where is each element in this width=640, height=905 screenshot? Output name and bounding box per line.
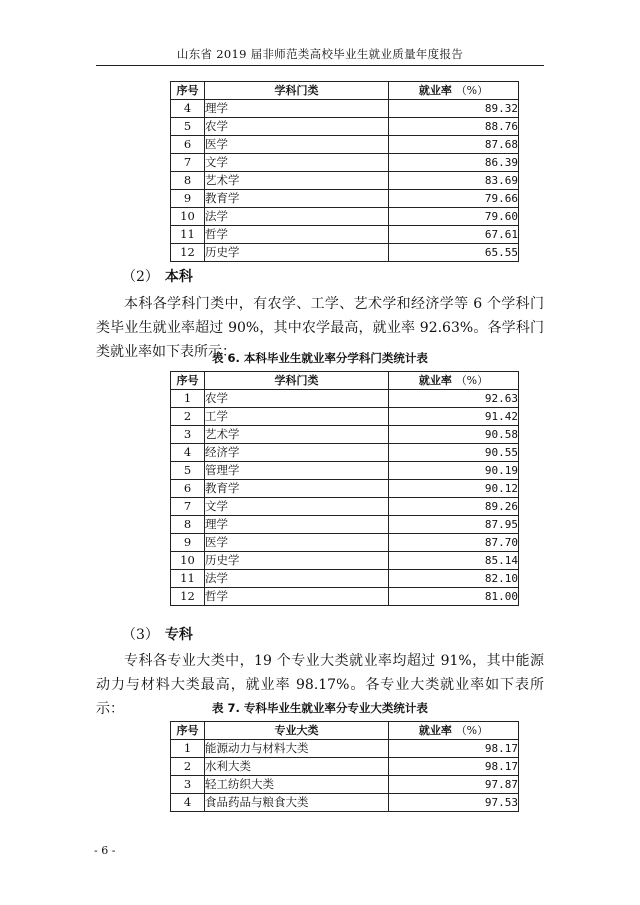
row-index: 1 xyxy=(171,390,205,408)
row-rate: 90.58 xyxy=(389,426,519,444)
table-row xyxy=(171,244,519,262)
section-title: 专科 xyxy=(164,627,193,643)
table-row xyxy=(171,758,519,776)
table-row xyxy=(171,462,519,480)
table-row xyxy=(171,172,519,190)
row-index: 4 xyxy=(171,444,205,462)
row-rate: 87.95 xyxy=(389,516,519,534)
row-category: 水利大类 xyxy=(205,758,389,776)
row-index: 5 xyxy=(171,118,205,136)
row-category: 文学 xyxy=(205,154,389,172)
row-rate: 65.55 xyxy=(389,244,519,262)
table-caption: 表 7. 专科毕业生就业率分专业大类统计表 xyxy=(212,701,428,715)
row-category: 艺术学 xyxy=(205,172,389,190)
table-row xyxy=(171,426,519,444)
table-row xyxy=(171,408,519,426)
section-heading-undergraduate xyxy=(122,266,193,286)
row-rate: 88.76 xyxy=(389,118,519,136)
rate-unit: （%） xyxy=(455,724,489,737)
row-rate: 90.12 xyxy=(389,480,519,498)
row-index: 3 xyxy=(171,776,205,794)
row-category: 历史学 xyxy=(205,244,389,262)
row-index: 11 xyxy=(171,570,205,588)
row-rate: 98.17 xyxy=(389,740,519,758)
row-category: 轻工纺织大类 xyxy=(205,776,389,794)
row-index: 6 xyxy=(171,136,205,154)
row-category: 食品药品与粮食大类 xyxy=(205,794,389,812)
row-category: 理学 xyxy=(205,100,389,118)
row-category: 艺术学 xyxy=(205,426,389,444)
row-rate: 97.53 xyxy=(389,794,519,812)
row-index: 12 xyxy=(171,244,205,262)
row-rate: 92.63 xyxy=(389,390,519,408)
paragraph-undergraduate: 本科各学科门类中，有农学、工学、艺术学和经济学等 6 个学科门类毕业生就业率超过 90%，其中农学最高，就业率 92.63%。各学科门类就业率如下表所示： xyxy=(96,296,544,360)
table-caption: 表 6. 本科毕业生就业率分学科门类统计表 xyxy=(212,351,428,365)
row-index: 6 xyxy=(171,480,205,498)
table-row xyxy=(171,498,519,516)
row-index: 2 xyxy=(171,758,205,776)
table-row xyxy=(171,480,519,498)
table-row xyxy=(171,444,519,462)
row-category: 医学 xyxy=(205,534,389,552)
row-index: 7 xyxy=(171,154,205,172)
col-header-index: 序号 xyxy=(171,372,205,390)
table-row xyxy=(171,136,519,154)
row-category: 农学 xyxy=(205,118,389,136)
table-row xyxy=(171,570,519,588)
table-header-row xyxy=(171,82,519,100)
row-rate: 85.14 xyxy=(389,552,519,570)
rate-label: 就业率 xyxy=(418,724,452,737)
page-header: 山东省 2019 届非师范类高校毕业生就业质量年度报告 xyxy=(176,47,464,61)
table-row xyxy=(171,226,519,244)
rate-label: 就业率 xyxy=(418,374,452,387)
row-rate: 67.61 xyxy=(389,226,519,244)
table-row xyxy=(171,516,519,534)
table-row xyxy=(171,208,519,226)
row-category: 哲学 xyxy=(205,226,389,244)
row-rate: 86.39 xyxy=(389,154,519,172)
row-category: 医学 xyxy=(205,136,389,154)
rate-unit: （%） xyxy=(455,84,489,97)
row-index: 10 xyxy=(171,552,205,570)
row-index: 2 xyxy=(171,408,205,426)
col-header-rate xyxy=(389,82,519,100)
col-header-category: 学科门类 xyxy=(205,82,389,100)
row-rate: 82.10 xyxy=(389,570,519,588)
table-row xyxy=(171,118,519,136)
header-divider xyxy=(96,65,544,66)
row-index: 9 xyxy=(171,190,205,208)
row-category: 理学 xyxy=(205,516,389,534)
table-row xyxy=(171,740,519,758)
row-index: 10 xyxy=(171,208,205,226)
table-row xyxy=(171,776,519,794)
row-index: 8 xyxy=(171,516,205,534)
row-category: 教育学 xyxy=(205,480,389,498)
table-row xyxy=(171,190,519,208)
col-header-category: 学科门类 xyxy=(205,372,389,390)
row-rate: 81.00 xyxy=(389,588,519,606)
table-row xyxy=(171,100,519,118)
col-header-index: 序号 xyxy=(171,722,205,740)
row-rate: 89.32 xyxy=(389,100,519,118)
table-row xyxy=(171,794,519,812)
row-index: 3 xyxy=(171,426,205,444)
row-index: 9 xyxy=(171,534,205,552)
section-number: （2） xyxy=(122,269,159,285)
row-rate: 89.26 xyxy=(389,498,519,516)
row-index: 7 xyxy=(171,498,205,516)
table-header-row xyxy=(171,372,519,390)
page-number: - 6 - xyxy=(94,844,116,857)
table-row xyxy=(171,588,519,606)
row-rate: 91.42 xyxy=(389,408,519,426)
row-rate: 90.19 xyxy=(389,462,519,480)
table-row xyxy=(171,390,519,408)
row-index: 12 xyxy=(171,588,205,606)
row-index: 1 xyxy=(171,740,205,758)
col-header-index: 序号 xyxy=(171,82,205,100)
row-index: 4 xyxy=(171,100,205,118)
table-row xyxy=(171,534,519,552)
table-row xyxy=(171,552,519,570)
row-rate: 97.87 xyxy=(389,776,519,794)
paragraph-vocational: 专科各专业大类中，19 个专业大类就业率均超过 91%，其中能源动力与材料大类最高，就业率 98.17%。各专业大类就业率如下表所示： xyxy=(96,653,544,717)
row-category: 文学 xyxy=(205,498,389,516)
row-rate: 90.55 xyxy=(389,444,519,462)
row-index: 4 xyxy=(171,794,205,812)
col-header-major: 专业大类 xyxy=(205,722,389,740)
row-category: 教育学 xyxy=(205,190,389,208)
row-rate: 87.70 xyxy=(389,534,519,552)
row-rate: 98.17 xyxy=(389,758,519,776)
rate-unit: （%） xyxy=(455,374,489,387)
row-category: 农学 xyxy=(205,390,389,408)
section-number: （3） xyxy=(122,627,159,643)
row-category: 法学 xyxy=(205,208,389,226)
row-category: 能源动力与材料大类 xyxy=(205,740,389,758)
row-category: 经济学 xyxy=(205,444,389,462)
section-title: 本科 xyxy=(164,269,193,285)
col-header-rate xyxy=(389,372,519,390)
table-header-row xyxy=(171,722,519,740)
employment-table-continued xyxy=(170,81,519,262)
row-rate: 79.66 xyxy=(389,190,519,208)
row-index: 8 xyxy=(171,172,205,190)
row-rate: 79.60 xyxy=(389,208,519,226)
table-row xyxy=(171,154,519,172)
col-header-rate xyxy=(389,722,519,740)
rate-label: 就业率 xyxy=(418,84,452,97)
section-heading-vocational xyxy=(122,624,193,644)
row-category: 工学 xyxy=(205,408,389,426)
undergraduate-employment-table xyxy=(170,371,519,606)
row-rate: 87.68 xyxy=(389,136,519,154)
row-category: 管理学 xyxy=(205,462,389,480)
row-category: 哲学 xyxy=(205,588,389,606)
row-index: 11 xyxy=(171,226,205,244)
row-rate: 83.69 xyxy=(389,172,519,190)
row-index: 5 xyxy=(171,462,205,480)
row-category: 法学 xyxy=(205,570,389,588)
vocational-employment-table xyxy=(170,721,519,812)
row-category: 历史学 xyxy=(205,552,389,570)
